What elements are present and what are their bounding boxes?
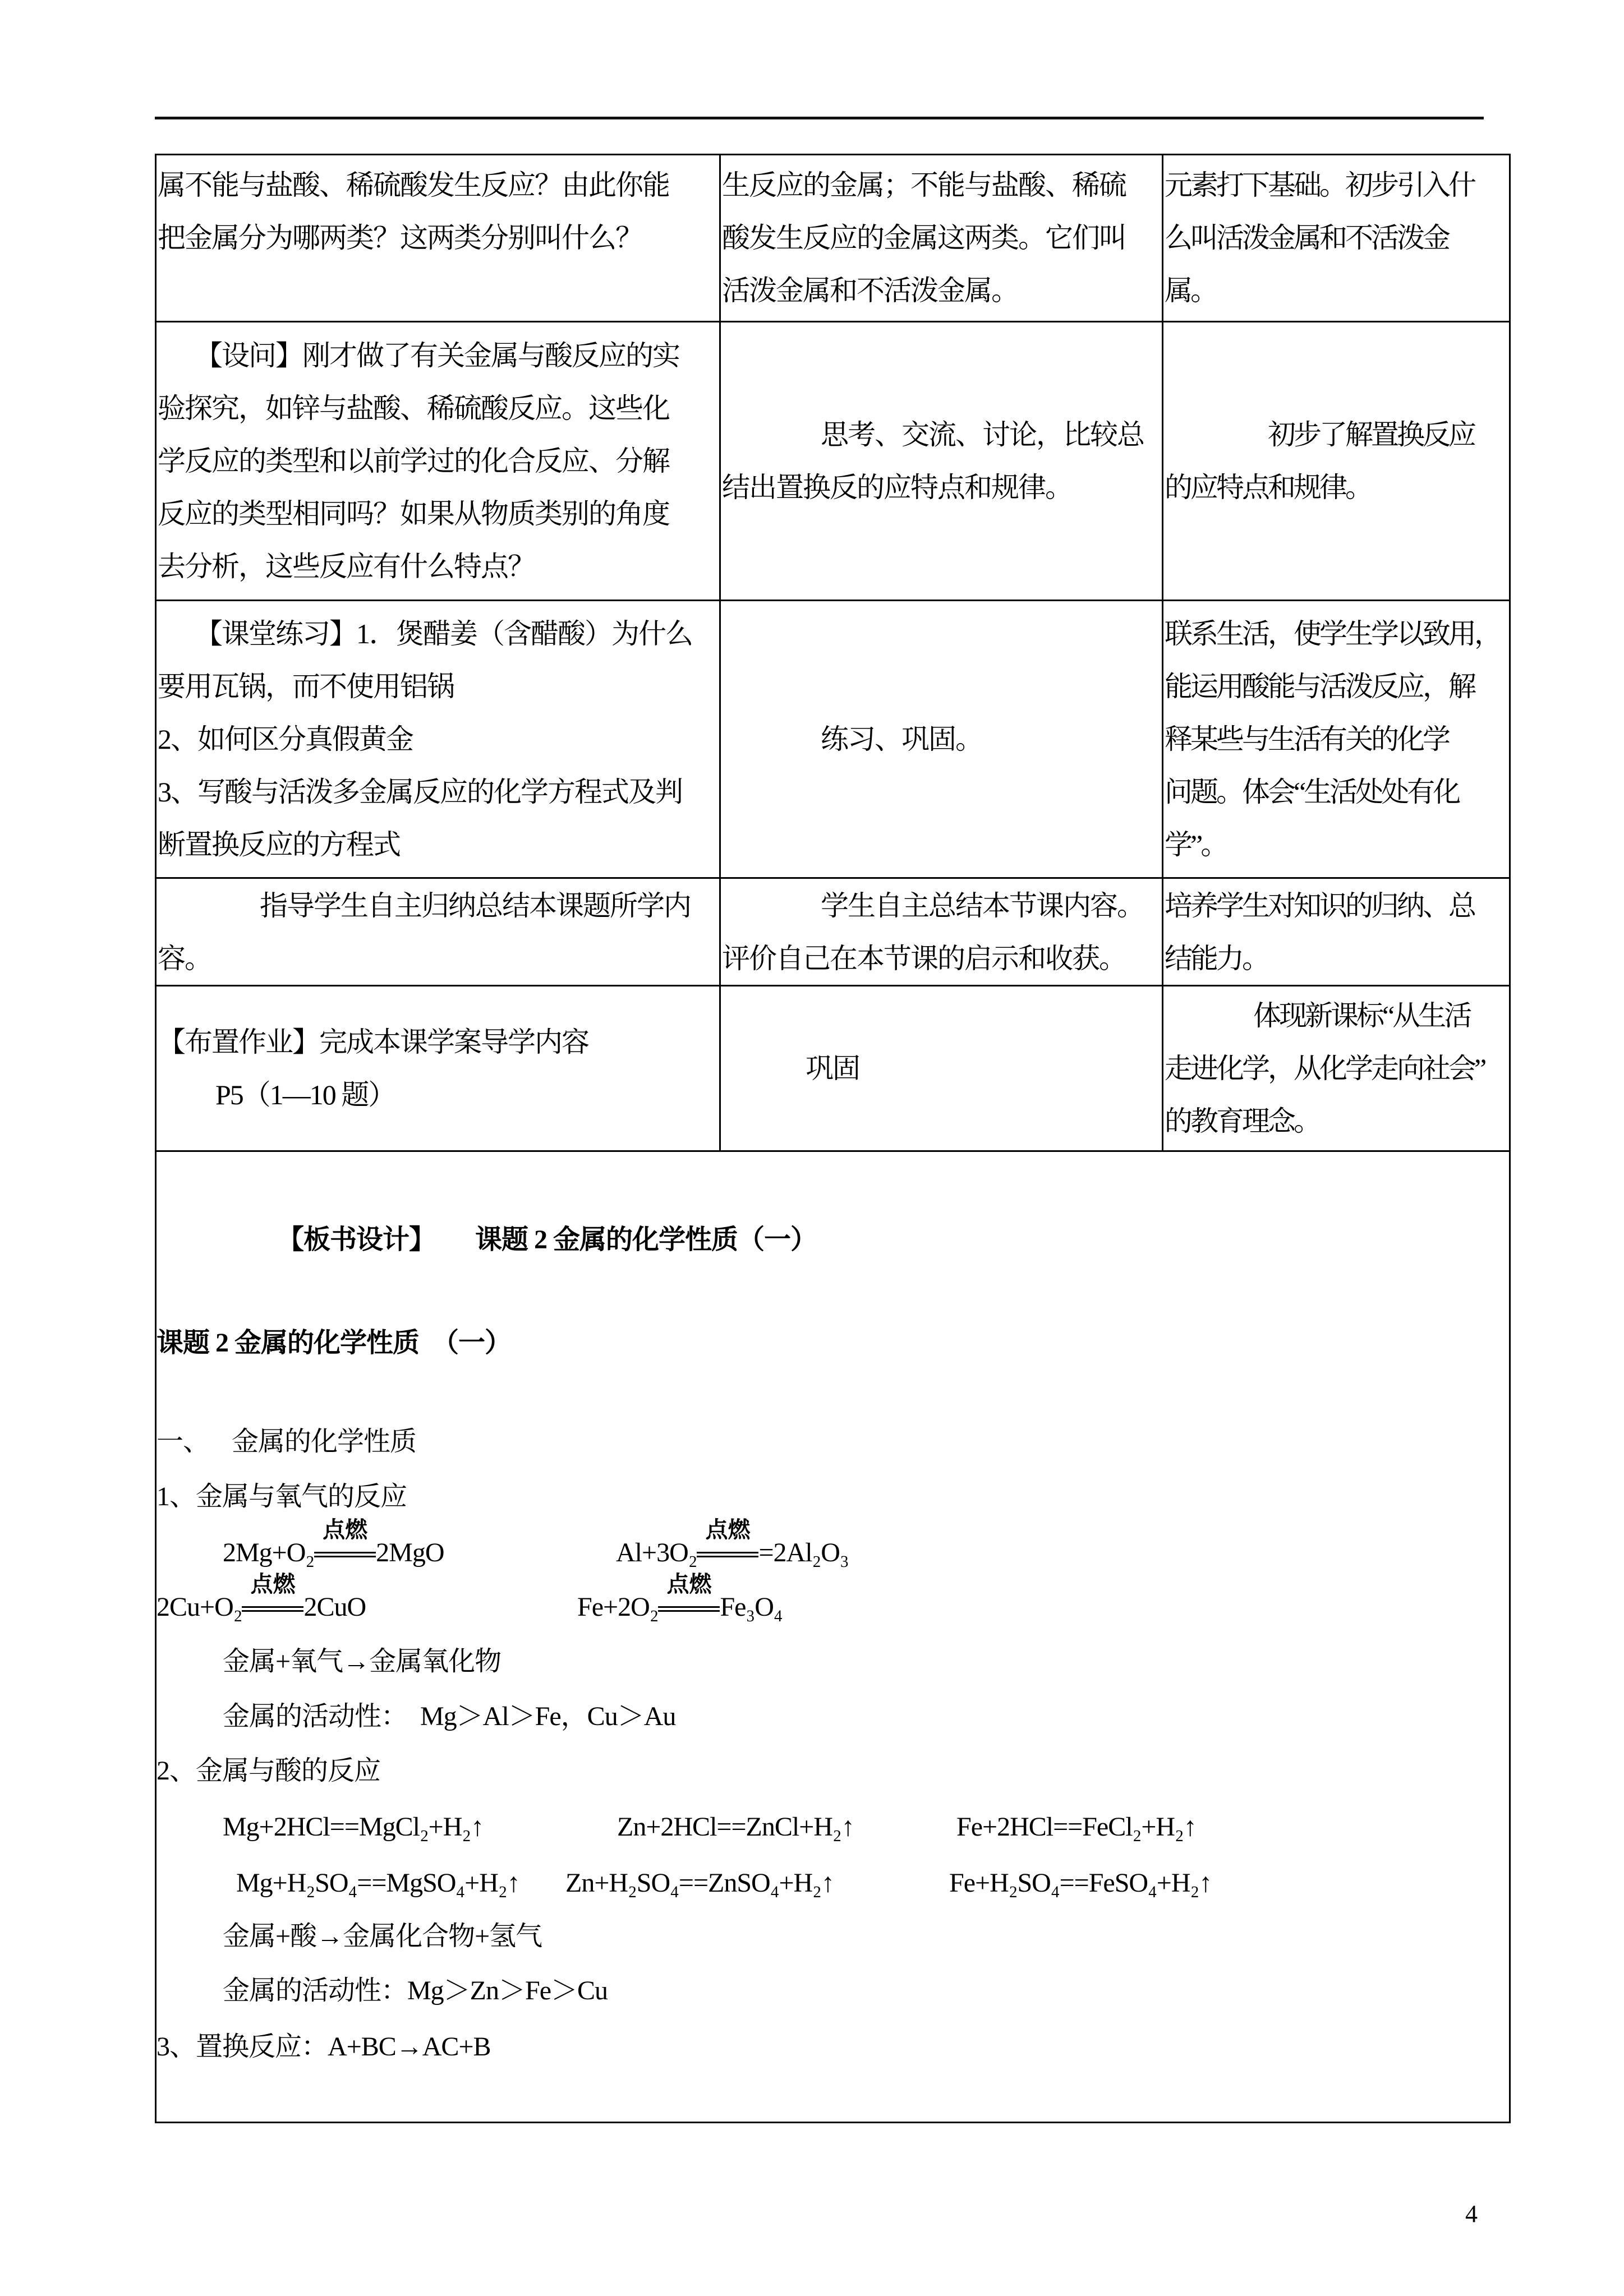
reaction-condition	[242, 1571, 303, 1627]
equation-reactants: 2Mg+O₂	[223, 1538, 315, 1567]
text-line: 断置换反应的方程式	[158, 829, 400, 860]
text-line: 培养学生对知识的归纳、总	[1165, 889, 1474, 921]
equation-products: 2MgO	[376, 1538, 444, 1567]
acid-activity-order: 金属的活动性：Mg＞Zn＞Fe＞Cu	[223, 1976, 608, 2005]
oxygen-activity-order: 金属的活动性： Mg＞Al＞Fe，Cu＞Au	[223, 1702, 676, 1731]
text-line: 释某些与生活有关的化学	[1165, 723, 1448, 755]
text-line: 初步了解置换反应	[1268, 419, 1474, 450]
design-intent-cell	[1163, 155, 1511, 322]
oxygen-equation	[223, 1517, 444, 1573]
text-line: 属。	[1165, 275, 1216, 306]
text-line: P5（1—10 题）	[215, 1079, 395, 1110]
design-intent-cell	[1163, 986, 1511, 1152]
text-line: 的教育理念。	[1165, 1105, 1319, 1137]
item-acid-heading: 2、金属与酸的反应	[157, 1756, 381, 1786]
double-line	[697, 1552, 758, 1557]
text-line: 联系生活，使学生学以致用，	[1165, 618, 1500, 649]
text-line: 巩固	[806, 1053, 859, 1084]
text-line: 学”。	[1165, 829, 1227, 860]
condition-label: 点燃	[323, 1517, 368, 1542]
text-line: 指导学生自主归纳总结本课题所学内	[260, 889, 691, 921]
text-line: 走进化学，从化学走向社会”	[1165, 1053, 1485, 1084]
teacher-activity-cell	[157, 155, 721, 322]
board-subtitle: 课题 2 金属的化学性质 （一）	[157, 1328, 512, 1358]
teacher-activity-cell	[157, 879, 721, 986]
text-line: 【设问】刚才做了有关金属与酸反应的实	[195, 340, 679, 371]
equation-products: =2Al₂O₃	[758, 1538, 849, 1567]
condition-label: 点燃	[666, 1571, 712, 1597]
oxygen-equation	[577, 1571, 783, 1627]
text-line: 学反应的类型和以前学过的化合反应、分解	[158, 445, 669, 477]
reaction-condition	[658, 1571, 720, 1627]
equation-reactants: 2Cu+O₂	[157, 1592, 242, 1622]
acid-equation: Mg+H₂SO₄==MgSO₄+H₂↑	[236, 1868, 520, 1898]
text-line: 属不能与盐酸、稀硫酸发生反应？由此你能	[158, 169, 669, 201]
header-rule	[155, 117, 1484, 119]
double-line	[242, 1606, 303, 1612]
text-line: 么叫活泼金属和不活泼金	[1165, 222, 1448, 253]
item-oxygen-heading: 1、金属与氧气的反应	[157, 1482, 407, 1511]
oxygen-equation	[616, 1517, 849, 1573]
lesson-plan-table	[155, 154, 1511, 2123]
text-line: 酸发生反应的金属这两类。它们叫	[722, 222, 1126, 253]
text-line: 2、如何区分真假黄金	[158, 723, 413, 755]
reaction-condition	[697, 1517, 758, 1573]
text-line: 3、写酸与活泼多金属反应的化学方程式及判	[158, 776, 682, 808]
acid-equation: Zn+2HCl==ZnCl+H₂↑	[617, 1812, 854, 1842]
text-line: 的应特点和规律。	[1165, 472, 1371, 503]
design-intent-cell	[1163, 322, 1511, 601]
text-line: 元素打下基础。初步引入什	[1165, 169, 1474, 201]
equation-reactants: Fe+2O₂	[577, 1592, 659, 1622]
text-line: 思考、交流、讨论，比较总	[821, 419, 1144, 450]
text-line: 反应的类型相同吗？如果从物质类别的角度	[158, 498, 669, 529]
text-line: 验探究，如锌与盐酸、稀硫酸反应。这些化	[158, 393, 669, 424]
text-line: 【布置作业】完成本课学案导学内容	[158, 1026, 588, 1058]
acid-summary: 金属+酸→金属化合物+氢气	[223, 1921, 542, 1951]
item-displacement-reaction: 3、置换反应：A+BC→AC+B	[157, 2032, 491, 2062]
acid-equation: Zn+H₂SO₄==ZnSO₄+H₂↑	[565, 1868, 834, 1898]
oxygen-equation	[157, 1571, 366, 1627]
student-activity-cell	[721, 986, 1163, 1152]
student-activity-cell	[721, 879, 1163, 986]
text-line: 活泼金属和不活泼金属。	[722, 275, 1018, 306]
page-number: 4	[1465, 2200, 1478, 2228]
student-activity-cell	[721, 322, 1163, 601]
text-line: 评价自己在本节课的启示和收获。	[722, 942, 1126, 974]
text-line: 学生自主总结本节课内容。	[821, 889, 1144, 921]
condition-label: 点燃	[705, 1517, 751, 1542]
design-intent-cell	[1163, 879, 1511, 986]
board-design-cell	[157, 1152, 1511, 2123]
text-line: 生反应的金属；不能与盐酸、稀硫	[722, 169, 1126, 201]
board-heading-label: 【板书设计】	[277, 1225, 436, 1255]
equation-products: 2CuO	[303, 1592, 366, 1622]
student-activity-cell	[721, 601, 1163, 879]
oxygen-summary: 金属+氧气→金属氧化物	[223, 1647, 502, 1676]
equation-products: Fe₃O₄	[720, 1592, 783, 1622]
reaction-condition	[314, 1517, 376, 1573]
equation-reactants: Al+3O₂	[616, 1538, 697, 1567]
condition-label: 点燃	[250, 1571, 296, 1597]
double-line	[314, 1552, 376, 1557]
text-line: 把金属分为哪两类？这两类分别叫什么？	[158, 222, 642, 253]
text-line: 体现新课标“从生活	[1253, 1000, 1470, 1031]
text-line: 去分析，这些反应有什么特点？	[158, 551, 535, 582]
double-line	[658, 1606, 720, 1612]
text-line: 练习、巩固。	[821, 723, 982, 755]
section-title: 金属的化学性质	[232, 1427, 417, 1456]
text-line: 结能力。	[1165, 942, 1268, 974]
design-intent-cell	[1163, 601, 1511, 879]
student-activity-cell	[721, 155, 1163, 322]
teacher-activity-cell	[157, 322, 721, 601]
teacher-activity-cell	[157, 986, 721, 1152]
text-line: 问题。体会“生活处处有化	[1165, 776, 1459, 808]
text-line: 要用瓦锅，而不使用铝锅	[158, 671, 454, 702]
teacher-activity-cell	[157, 601, 721, 879]
text-line: 结出置换反的应特点和规律。	[722, 472, 1072, 503]
acid-equation: Fe+2HCl==FeCl₂+H₂↑	[956, 1812, 1197, 1842]
acid-equation: Mg+2HCl==MgCl₂+H₂↑	[223, 1812, 484, 1842]
text-line: 【课堂练习】1．煲醋姜（含醋酸）为什么	[195, 618, 692, 649]
text-line: 容。	[158, 942, 211, 974]
board-heading-title: 课题 2 金属的化学性质（一）	[475, 1225, 817, 1255]
text-line: 能运用酸能与活泼反应，解	[1165, 671, 1474, 702]
acid-equation: Fe+H₂SO₄==FeSO₄+H₂↑	[949, 1868, 1212, 1898]
section-number: 一、	[157, 1427, 210, 1456]
